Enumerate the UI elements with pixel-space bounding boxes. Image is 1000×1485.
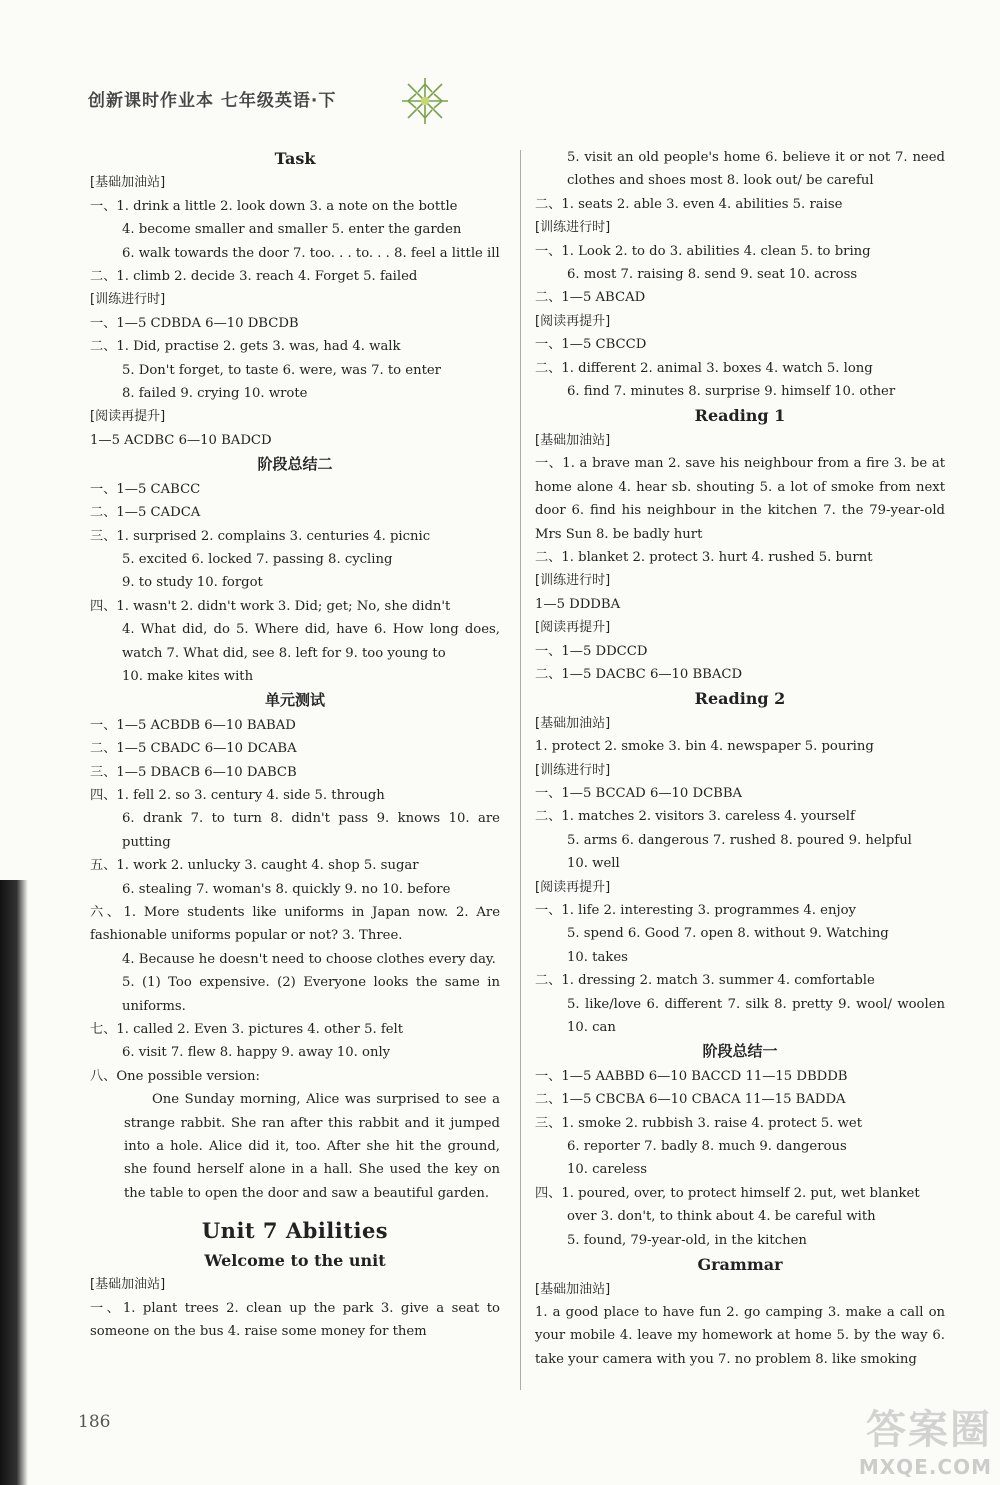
answer-line: 9. to study 10. forgot (122, 575, 263, 591)
exercise-label: [基础加油站] (535, 715, 611, 731)
answer-line: 三、1. surprised 2. complains 3. centuries 4. picnic (90, 528, 431, 544)
answer-line: 10. make kites with (122, 668, 254, 684)
column-divider (520, 150, 521, 1390)
answer-line: 四、1. wasn't 2. didn't work 3. Did; get; No, she didn't (90, 598, 451, 614)
answer-line: 一、1. drink a little 2. look down 3. a note on the bottle (90, 198, 458, 214)
answer-line: 1—5 DDDBA (535, 596, 621, 612)
answer-line: 二、1. different 2. animal 3. boxes 4. watch 5. long (535, 360, 873, 376)
section-title: Reading 2 (694, 689, 786, 709)
exercise-label: [训练进行时] (535, 220, 611, 236)
answer-line: 10. takes (567, 949, 628, 965)
answer-line: 1—5 ACDBC 6—10 BADCD (90, 432, 272, 448)
answer-line: 6. stealing 7. woman's 8. quickly 9. no 10. before (122, 881, 451, 897)
section-title: 单元测试 (264, 691, 325, 710)
section-title: 阶段总结二 (257, 455, 333, 474)
answer-line: 二、1. Did, practise 2. gets 3. was, had 4. walk (90, 339, 401, 355)
answer-line: 10. well (567, 856, 620, 872)
answer-line: 二、1—5 CBADC 6—10 DCABA (90, 741, 297, 757)
answer-line: 6. most 7. raising 8. send 9. seat 10. across (567, 267, 858, 283)
answer-line: 一、1. a brave man 2. save his neighbour from a fire 3. be at home alone 4. hear sb. shouting 5. a lot of smoke from next door 6. find his neighbour in the kitchen 7. the 79-year-old Mrs Sun 8. be badly hurt (535, 456, 945, 542)
answer-line: 5. arms 6. dangerous 7. rushed 8. poured 9. helpful (567, 832, 912, 848)
answer-line: 二、1. seats 2. able 3. even 4. abilities 5. raise (535, 196, 843, 212)
answer-line: 二、1—5 CADCA (90, 505, 201, 521)
answer-line: 四、1. fell 2. so 3. century 4. side 5. through (90, 787, 385, 803)
answer-line: 二、1—5 DACBC 6—10 BBACD (535, 666, 743, 682)
answer-line: 二、1. blanket 2. protect 3. hurt 4. rushed 5. burnt (535, 549, 873, 565)
answer-line: over 3. don't, to think about 4. be careful with (567, 1209, 876, 1225)
answer-line: 一、1. life 2. interesting 3. programmes 4. enjoy (535, 903, 856, 918)
answer-line: 二、1. matches 2. visitors 3. careless 4. yourself (535, 809, 855, 825)
exercise-label: [基础加油站] (535, 432, 611, 448)
answer-line: 六、1. More students like uniforms in Japan now. 2. Are fashionable uniforms popular or not? 3. Three. (90, 905, 500, 944)
answer-line: 二、1—5 CBCBA 6—10 CBACA 11—15 BADDA (535, 1092, 846, 1108)
answer-line: 三、1. smoke 2. rubbish 3. raise 4. protect 5. wet (535, 1115, 863, 1131)
answer-line: 5. Don't forget, to taste 6. were, was 7. to enter (122, 362, 441, 378)
answer-line: 一、1—5 DDCCD (535, 643, 648, 659)
answer-line: 4. What did, do 5. Where did, have 6. How long does, watch 7. What did, see 8. left for 9. too young to (122, 622, 500, 661)
exercise-label: [阅读再提升] (535, 879, 611, 895)
exercise-label: [阅读再提升] (535, 620, 611, 636)
page-header: 创新课时作业本 七年级英语·下 (88, 91, 337, 111)
answer-line: 一、1—5 BCCAD 6—10 DCBBA (535, 785, 743, 801)
unit-title: Unit 7 Abilities (201, 1218, 389, 1244)
exercise-label: [基础加油站] (535, 1281, 611, 1297)
page-number: 186 (78, 1412, 111, 1432)
section-title: 阶段总结一 (702, 1042, 778, 1061)
answer-line: 6. find 7. minutes 8. surprise 9. himself 10. other (567, 384, 896, 400)
answer-line: 5. visit an old people's home 6. believe it or not 7. need clothes and shoes most 8. look out/ be careful (567, 150, 945, 189)
essay-paragraph: One Sunday morning, Alice was surprised to see a strange rabbit. She ran after this rabbit and it jumped into a hole. Alice did it, too. After she hit the ground, she found herself alone in a hall. She used the key on the table to open the door and saw a beautiful garden. (124, 1092, 500, 1201)
section-title: Welcome to the unit (204, 1250, 386, 1270)
section-title: Task (274, 149, 316, 168)
exercise-label: [基础加油站] (90, 175, 166, 191)
answer-line: 6. walk towards the door 7. too. . . to. . . 8. feel a little ill (122, 245, 500, 261)
answer-line: 5. (1) Too expensive. (2) Everyone looks the same in uniforms. (122, 975, 500, 1014)
exercise-label: [训练进行时] (535, 762, 611, 778)
answer-line: 一、1—5 AABBD 6—10 BACCD 11—15 DBDDB (535, 1068, 848, 1084)
answer-line: 10. careless (567, 1162, 648, 1178)
answer-line: 6. visit 7. flew 8. happy 9. away 10. only (122, 1045, 391, 1061)
answer-line: 三、1—5 DBACB 6—10 DABCB (90, 764, 297, 780)
answer-line: 一、1. plant trees 2. clean up the park 3. give a seat to someone on the bus 4. raise some money for them (90, 1300, 500, 1339)
flower-decoration-icon (398, 74, 452, 128)
section-title: Grammar (697, 1255, 783, 1275)
answer-line: 1. protect 2. smoke 3. bin 4. newspaper 5. pouring (535, 739, 874, 755)
binding-shadow (0, 880, 28, 1485)
answer-line: 八、One possible version: (90, 1068, 260, 1084)
answer-line: 七、1. called 2. Even 3. pictures 4. other 5. felt (90, 1022, 404, 1038)
answer-line: 四、1. poured, over, to protect himself 2. put, wet blanket (535, 1185, 920, 1201)
right-column (535, 146, 945, 1371)
answer-line: 1. a good place to have fun 2. go camping 3. make a call on your mobile 4. leave my homework at home 5. by the way 6. take your camera with you 7. no problem 8. like smoking (535, 1304, 945, 1367)
answer-line: 5. excited 6. locked 7. passing 8. cycling (122, 551, 393, 567)
answer-line: 8. failed 9. crying 10. wrote (122, 386, 308, 402)
answer-line: 4. Because he doesn't need to choose clothes every day. (122, 951, 496, 967)
answer-line: 一、1—5 CDBDA 6—10 DBCDB (90, 315, 299, 331)
answer-line: 6. drank 7. to turn 8. didn't pass 9. knows 10. are putting (122, 811, 500, 850)
watermark-top: 答案圈 (866, 1407, 992, 1453)
left-column (90, 146, 500, 1343)
answer-line: 五、1. work 2. unlucky 3. caught 4. shop 5. sugar (90, 858, 419, 874)
answer-line: 5. like/love 6. different 7. silk 8. pretty 9. wool/ woolen 10. can (567, 996, 945, 1036)
exercise-label: [阅读再提升] (535, 313, 611, 329)
exercise-label: [训练进行时] (90, 292, 166, 308)
answer-line: 一、1. Look 2. to do 3. abilities 4. clean 5. to bring (535, 243, 871, 259)
answer-line: 4. become smaller and smaller 5. enter the garden (122, 222, 462, 238)
answer-line: 二、1. dressing 2. match 3. summer 4. comfortable (535, 973, 875, 989)
exercise-label: [训练进行时] (535, 573, 611, 589)
watermark-logo (859, 1398, 992, 1479)
answer-line: 5. spend 6. Good 7. open 8. without 9. Watching (567, 926, 889, 942)
answer-line: 一、1—5 CABCC (90, 481, 201, 497)
answer-line: 二、1—5 ABCAD (535, 290, 646, 306)
exercise-label: [阅读再提升] (90, 409, 166, 425)
answer-line: 二、1. climb 2. decide 3. reach 4. Forget 5. failed (90, 269, 418, 285)
section-title: Reading 1 (694, 406, 786, 426)
watermark-bottom: MXQE.COM (858, 1455, 992, 1479)
answer-line: 5. found, 79-year-old, in the kitchen (567, 1232, 807, 1248)
answer-line: 一、1—5 CBCCD (535, 337, 647, 353)
exercise-label: [基础加油站] (90, 1277, 166, 1293)
answer-line: 一、1—5 ACBDB 6—10 BABAD (90, 717, 296, 733)
answer-line: 6. reporter 7. badly 8. much 9. dangerous (567, 1139, 847, 1155)
